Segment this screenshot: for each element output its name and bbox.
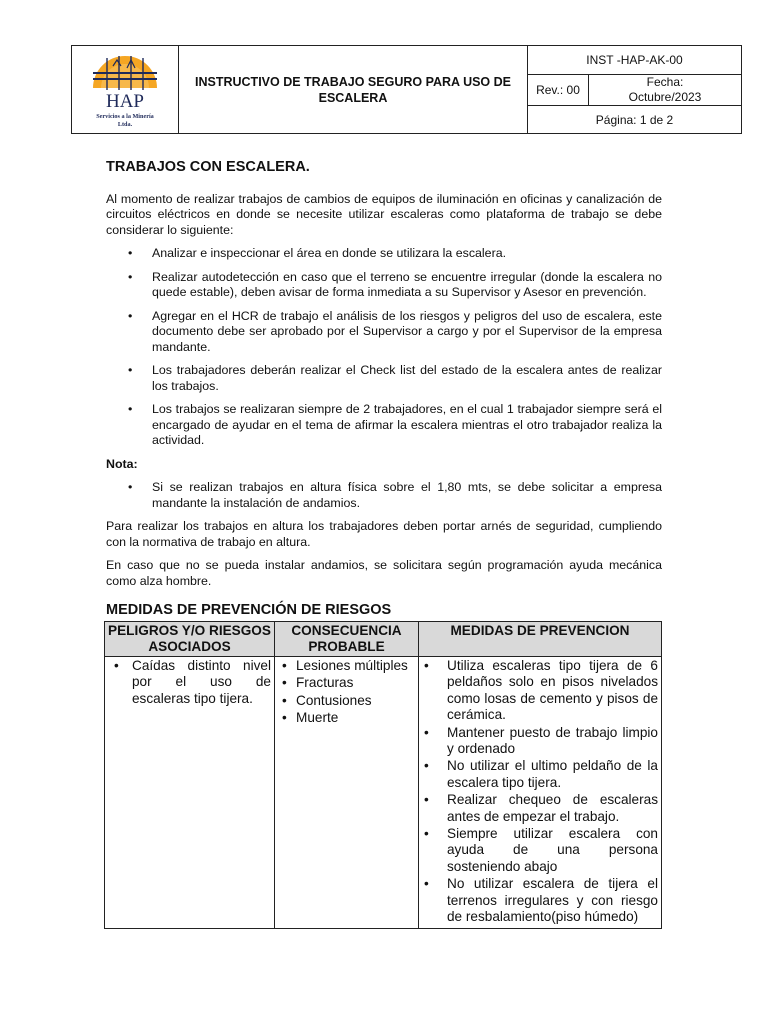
list-item: • Los trabajadores deberán realizar el Check list del estado de la escalera antes de realizar los trabajos. [106,363,662,394]
table-header: MEDIDAS DE PREVENCION [419,622,662,657]
risk-table [104,621,662,929]
list-item: • Muerte [278,710,415,726]
svg-text:Ltda.: Ltda. [117,120,133,128]
list-item: • Contusiones [278,693,415,709]
table-cell [275,657,419,929]
table-row [105,657,662,929]
nota-label: Nota: [106,456,138,471]
list-item: • Siempre utilizar escalera con ayuda de una persona sosteniendo abajo [422,826,658,875]
fecha-value: Octubre/2023 [628,90,702,104]
document-title: INSTRUCTIVO DE TRABAJO SEGURO PARA USO DE ESCALERA [179,46,528,134]
list-item: • Realizar autodetección en caso que el terreno se encuentre irregular (donde la escalera no quede estable), deben avisar de forma inmediata a su Supervisor y Asesor en prevención. [106,270,662,301]
table-cell [105,657,275,929]
list-item: • Mantener puesto de trabajo limpio y ordenado [422,725,658,758]
document-code: INST -HAP-AK-00 [528,46,742,75]
list-item: • Fracturas [278,675,415,691]
list-item: • Agregar en el HCR de trabajo el análisis de los riesgos y peligros del uso de escalera, este documento debe ser aprobado por el Supervisor a cargo y por el Supervisor de la empresa mandante. [106,309,662,356]
table-header: PELIGROS Y/O RIESGOS ASOCIADOS [105,622,275,657]
list-item: • Caídas distinto nivel por el uso de escaleras tipo tijera. [108,658,271,707]
list-item: • No utilizar escalera de tijera el terrenos irregulares y con riesgo de resbalamiento(piso húmedo) [422,876,658,925]
svg-text:Servicios a la Minería: Servicios a la Minería [96,112,154,120]
list-item: • Los trabajos se realizaran siempre de 2 trabajadores, en el cual 1 trabajador siempre será el encargado de ayudar en el tema de afirmar la escalera mientras el otro trabajador realiza la actividad. [106,402,662,449]
list-item: • Utiliza escaleras tipo tijera de 6 peldaños solo en pisos nivelados como losas de cemento y pisos de cerámica. [422,658,658,724]
hap-logo-icon [83,50,167,130]
page-number: Página: 1 de 2 [528,106,742,134]
document-header [71,45,742,134]
paragraph: En caso que no se pueda instalar andamios, se solicitara según programación ayuda mecánica como alza hombre. [106,558,662,588]
intro-paragraph: Al momento de realizar trabajos de cambios de equipos de iluminación en oficinas y canalización de circuitos eléctricos en donde se necesite utilizar escaleras como plataforma de trabajo se debe considerar lo siguiente: [106,191,662,237]
list-item: • Realizar chequeo de escaleras antes de empezar el trabajo. [422,792,658,825]
fecha-cell [589,75,742,106]
section-heading: MEDIDAS DE PREVENCIÓN DE RIESGOS [106,602,392,618]
instructions-list [106,246,662,449]
list-item: • No utilizar el ultimo peldaño de la escalera tipo tijera. [422,758,658,791]
logo-text: HAP [105,90,145,112]
list-item: • Analizar e inspeccionar el área en donde se utilizara la escalera. [106,246,662,262]
company-logo [72,46,179,134]
table-cell [419,657,662,929]
nota-list [106,480,662,511]
document-body [106,160,662,621]
revision: Rev.: 00 [528,75,589,106]
fecha-label: Fecha: [646,75,684,89]
table-header: CONSECUENCIA PROBABLE [275,622,419,657]
section-heading: TRABAJOS CON ESCALERA. [106,159,310,175]
paragraph: Para realizar los trabajos en altura los trabajadores deben portar arnés de seguridad, cumpliendo con la normativa de trabajo en altura. [106,519,662,549]
list-item: • Si se realizan trabajos en altura física sobre el 1,80 mts, se debe solicitar a empresa mandante la instalación de andamios. [106,480,662,511]
list-item: • Lesiones múltiples [278,658,415,674]
